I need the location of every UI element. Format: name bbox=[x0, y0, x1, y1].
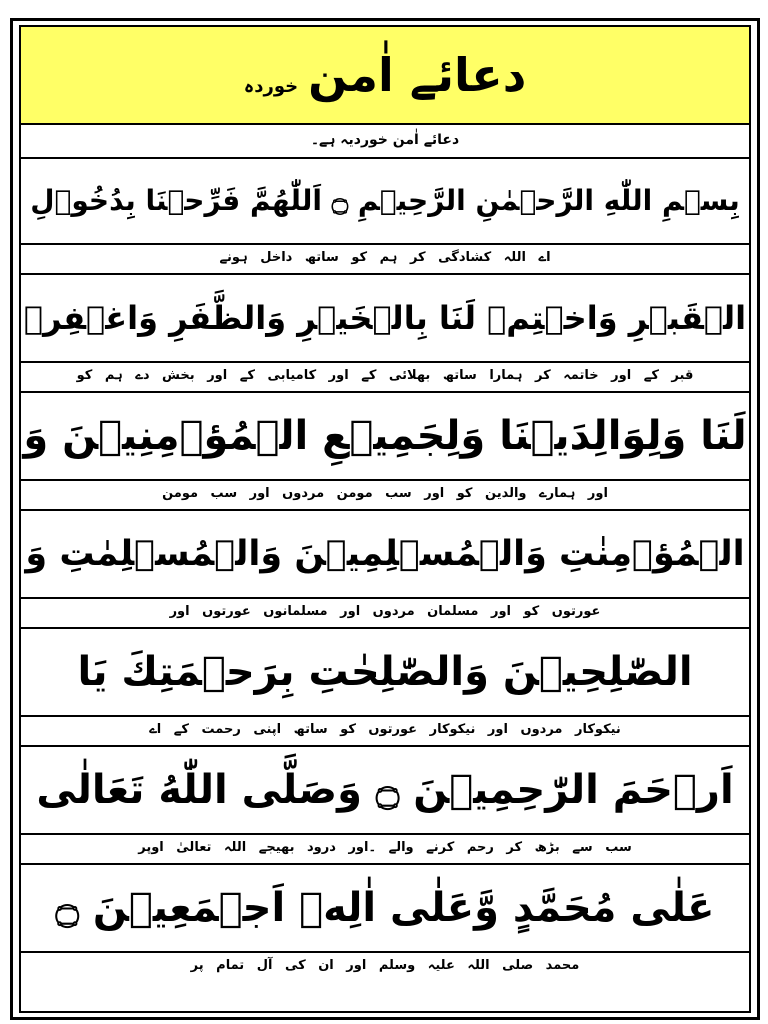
page-frame bbox=[10, 18, 760, 1020]
arabic-verse: الۡمُؤۡمِنٰتِ وَالۡمُسۡلِمِيۡنَ وَالۡمُسۡلِمٰتِ وَ bbox=[21, 511, 749, 599]
page-title: دعائے اٰمن bbox=[308, 48, 527, 102]
intro-line: دعائے اٰمن خوردیہ ہے۔ bbox=[21, 123, 749, 159]
urdu-translation: محمد صلی اللہ علیہ وسلم اور ان کی آل تمام پر bbox=[190, 958, 580, 973]
arabic-verse: بِسۡمِ اللّٰهِ الرَّحۡمٰنِ الرَّحِيۡمِ ۝ اَللّٰهُمَّ فَرِّحۡنَا بِدُخُوۡلِ bbox=[21, 157, 749, 245]
urdu-translation: قبر کے اور خاتمہ کر ہمارا ساتھ بھلائی کے اور کامیابی کے اور بخش دے ہم کو bbox=[21, 361, 749, 393]
inner-frame bbox=[19, 25, 751, 1013]
urdu-translation: اے اللہ کشادگی کر ہم کو ساتھ داخل ہونے bbox=[21, 243, 749, 275]
urdu-translation: سب سے بڑھ کر رحم کرنے والے ۔اور درود بھیجے اللہ تعالیٰ اوپر bbox=[21, 833, 749, 865]
title-band bbox=[21, 27, 749, 125]
arabic-verse: الۡقَبۡرِ وَاخۡتِمۡ لَنَا بِالۡخَيۡرِ وَالظَّفَرِ وَاغۡفِرۡ bbox=[21, 275, 749, 363]
page-subtitle: خوردہ bbox=[243, 76, 299, 97]
arabic-verse: لَنَا وَلِوَالِدَيۡنَا وَلِجَمِيۡعِ الۡمُؤۡمِنِيۡنَ وَ bbox=[21, 393, 749, 481]
verse-list bbox=[21, 157, 749, 1011]
arabic-verse: اَرۡحَمَ الرّٰحِمِيۡنَ ۝ وَصَلَّى اللّٰهُ تَعَالٰى bbox=[21, 747, 749, 835]
urdu-translation: عورتوں کو اور مسلمان مردوں اور مسلمانوں عورتوں اور bbox=[21, 597, 749, 629]
arabic-verse: عَلٰى مُحَمَّدٍ وَّعَلٰى اٰلِهٖ اَجۡمَعِيۡنَ ۝ bbox=[21, 865, 749, 953]
urdu-translation: نیکوکار مردوں اور نیکوکار عورتوں کو ساتھ اپنی رحمت کے اے bbox=[21, 715, 749, 747]
arabic-verse: الصّٰلِحِيۡنَ وَالصّٰلِحٰتِ بِرَحۡمَتِكَ يَا bbox=[21, 629, 749, 717]
urdu-translation: اور ہمارے والدین کو اور سب مومن مردوں اور سب مومن bbox=[21, 479, 749, 511]
